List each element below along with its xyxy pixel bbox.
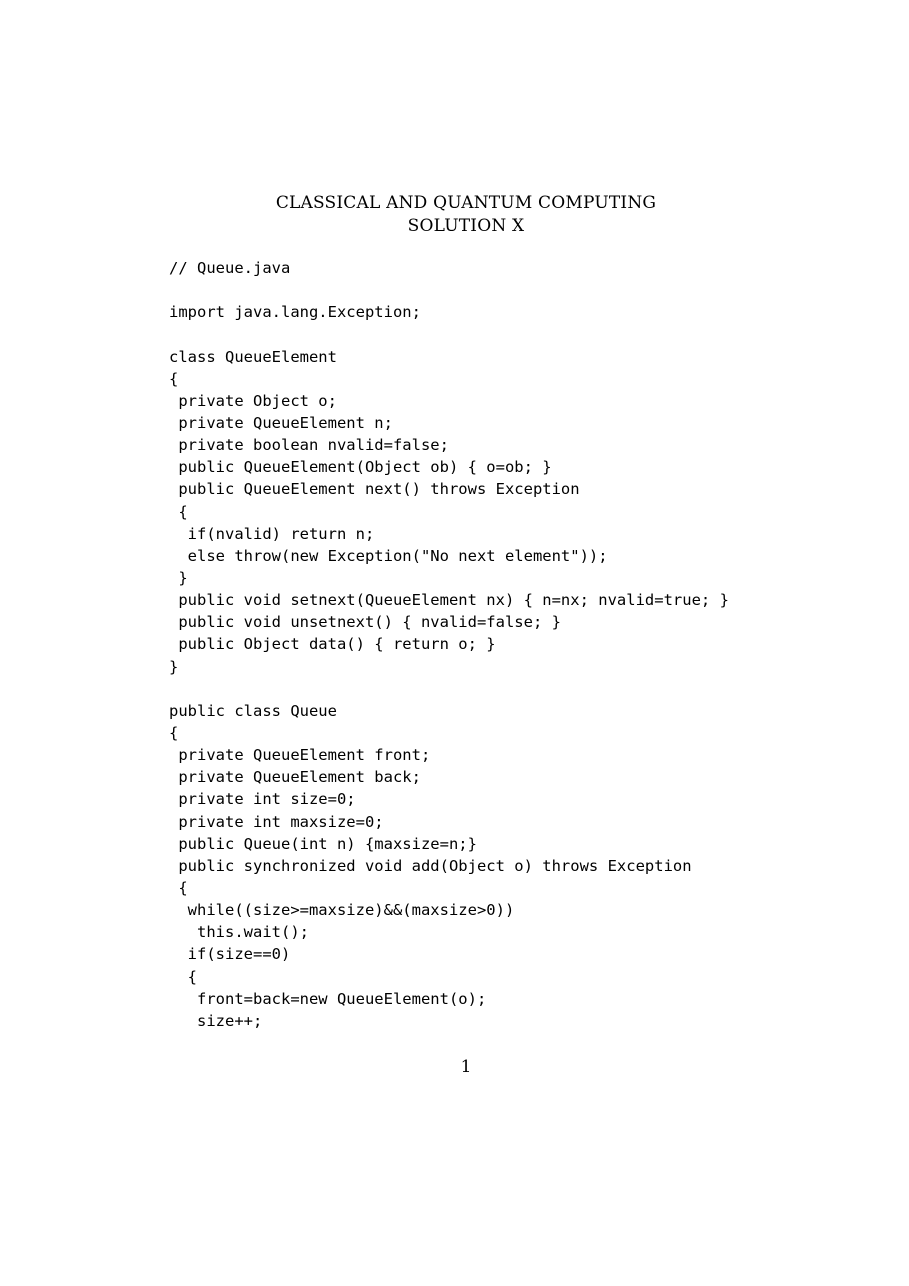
code-line: public Queue(int n) {maxsize=n;} <box>169 834 477 853</box>
document-title <box>0 192 909 238</box>
code-line: private QueueElement back; <box>169 768 421 787</box>
page-number: 1 <box>460 1057 472 1077</box>
code-line: public QueueElement(Object ob) { o=ob; } <box>169 458 552 477</box>
code-line: { <box>169 967 197 986</box>
code-line: private Object o; <box>169 391 337 410</box>
code-line: private QueueElement n; <box>169 413 393 432</box>
title-line-1: CLASSICAL AND QUANTUM COMPUTING <box>275 193 657 213</box>
code-line: // Queue.java <box>169 259 291 277</box>
code-listing <box>169 257 729 1032</box>
code-line: { <box>169 502 188 521</box>
code-line: size++; <box>169 1011 263 1030</box>
code-line: private int size=0; <box>169 790 356 809</box>
code-line: class QueueElement <box>169 347 337 366</box>
code-line <box>169 678 729 700</box>
code-line: public QueueElement next() throws Exception <box>169 480 580 499</box>
code-line: while((size>=maxsize)&&(maxsize>0)) <box>169 901 515 920</box>
code-line: { <box>169 878 188 897</box>
code-line: private int maxsize=0; <box>169 812 384 831</box>
code-line: public synchronized void add(Object o) throws Exception <box>169 856 692 875</box>
code-line: front=back=new QueueElement(o); <box>169 989 487 1008</box>
title-line-2: SOLUTION X <box>407 216 525 236</box>
code-line: if(nvalid) return n; <box>169 524 375 543</box>
code-line: } <box>169 568 188 587</box>
code-line: private QueueElement front; <box>169 746 431 765</box>
code-line: import java.lang.Exception; <box>169 303 421 322</box>
code-line <box>169 279 729 301</box>
code-line: { <box>169 723 179 742</box>
code-line: public Object data() { return o; } <box>169 635 496 654</box>
code-line: public void setnext(QueueElement nx) { n=nx; nvalid=true; } <box>169 591 729 610</box>
code-line: if(size==0) <box>169 945 291 964</box>
code-line: public void unsetnext() { nvalid=false; } <box>169 613 561 632</box>
code-line: private boolean nvalid=false; <box>169 436 449 455</box>
code-line: public class Queue <box>169 701 337 720</box>
code-line: { <box>169 369 179 388</box>
code-line: } <box>169 657 179 676</box>
code-line <box>169 323 729 345</box>
code-line: else throw(new Exception("No next element")); <box>169 546 608 565</box>
code-line: this.wait(); <box>169 923 309 942</box>
